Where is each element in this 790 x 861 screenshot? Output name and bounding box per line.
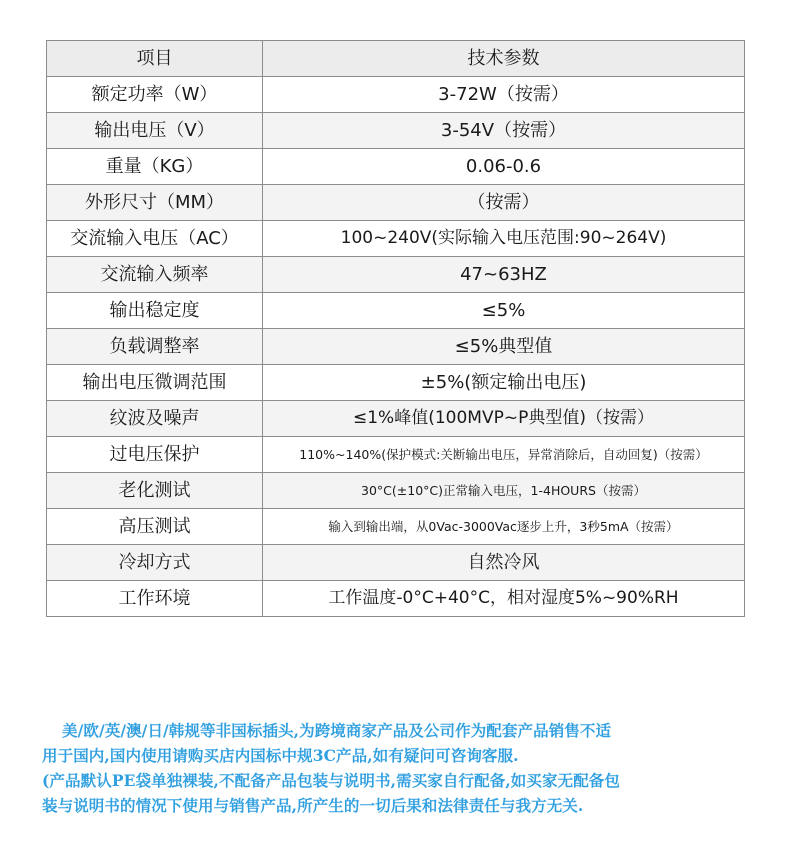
row-item: 过电压保护: [47, 437, 263, 473]
row-item: 额定功率（W）: [47, 77, 263, 113]
row-item: 纹波及噪声: [47, 401, 263, 437]
table-row: [47, 257, 745, 293]
row-spec: 30°C(±10°C)正常输入电压，1-4HOURS（按需）: [263, 473, 745, 509]
row-item: 老化测试: [47, 473, 263, 509]
row-spec: 自然冷风: [263, 545, 745, 581]
row-item: 外形尺寸（MM）: [47, 185, 263, 221]
row-spec: ≤1%峰值(100MVP~P典型值)（按需）: [263, 401, 745, 437]
table-row: [47, 401, 745, 437]
plug-notice: [42, 718, 760, 818]
table-row: [47, 293, 745, 329]
row-item: 负载调整率: [47, 329, 263, 365]
table-row: [47, 113, 745, 149]
notice-line: 美/欧/英/澳/日/韩规等非国标插头,为跨境商家产品及公司作为配套产品销售不适: [62, 721, 612, 740]
row-item: 冷却方式: [47, 545, 263, 581]
row-spec: 3-72W（按需）: [263, 77, 745, 113]
row-spec: 输入到输出端，从0Vac-3000Vac逐步上升，3秒5mA（按需）: [263, 509, 745, 545]
row-spec: 工作温度-0°C+40°C，相对湿度5%~90%RH: [263, 581, 745, 617]
row-item: 交流输入电压（AC）: [47, 221, 263, 257]
table-row: [47, 581, 745, 617]
row-spec: 110%~140%(保护模式:关断输出电压，异常消除后，自动回复)（按需）: [263, 437, 745, 473]
notice-line: 用于国内,国内使用请购买店内国标中规3C产品,如有疑问可咨询客服.: [42, 746, 519, 765]
row-spec: 47~63HZ: [263, 257, 745, 293]
header-item: 项目: [47, 41, 263, 77]
table-row: [47, 473, 745, 509]
table-row: [47, 221, 745, 257]
row-item: 工作环境: [47, 581, 263, 617]
table-row: [47, 545, 745, 581]
row-spec: ≤5%: [263, 293, 745, 329]
row-item: 交流输入频率: [47, 257, 263, 293]
table-header-row: [47, 41, 745, 77]
row-spec: ±5%(额定输出电压): [263, 365, 745, 401]
table-row: [47, 149, 745, 185]
row-item: 高压测试: [47, 509, 263, 545]
notice-line: 装与说明书的情况下使用与销售产品,所产生的一切后果和法律责任与我方无关.: [42, 796, 584, 815]
table-row: [47, 77, 745, 113]
notice-line: (产品默认PE袋单独裸装,不配备产品包装与说明书,需买家自行配备,如买家无配备包: [42, 771, 620, 790]
spec-table: [46, 40, 745, 617]
row-spec: ≤5%典型值: [263, 329, 745, 365]
row-spec: 3-54V（按需）: [263, 113, 745, 149]
table-row: [47, 509, 745, 545]
table-row: [47, 185, 745, 221]
row-item: 输出电压微调范围: [47, 365, 263, 401]
table-row: [47, 437, 745, 473]
row-item: 输出稳定度: [47, 293, 263, 329]
table-row: [47, 329, 745, 365]
row-item: 输出电压（V）: [47, 113, 263, 149]
row-spec: （按需）: [263, 185, 745, 221]
row-item: 重量（KG）: [47, 149, 263, 185]
row-spec: 100~240V(实际输入电压范围:90~264V): [263, 221, 745, 257]
table-row: [47, 365, 745, 401]
row-spec: 0.06-0.6: [263, 149, 745, 185]
header-spec: 技术参数: [263, 41, 745, 77]
